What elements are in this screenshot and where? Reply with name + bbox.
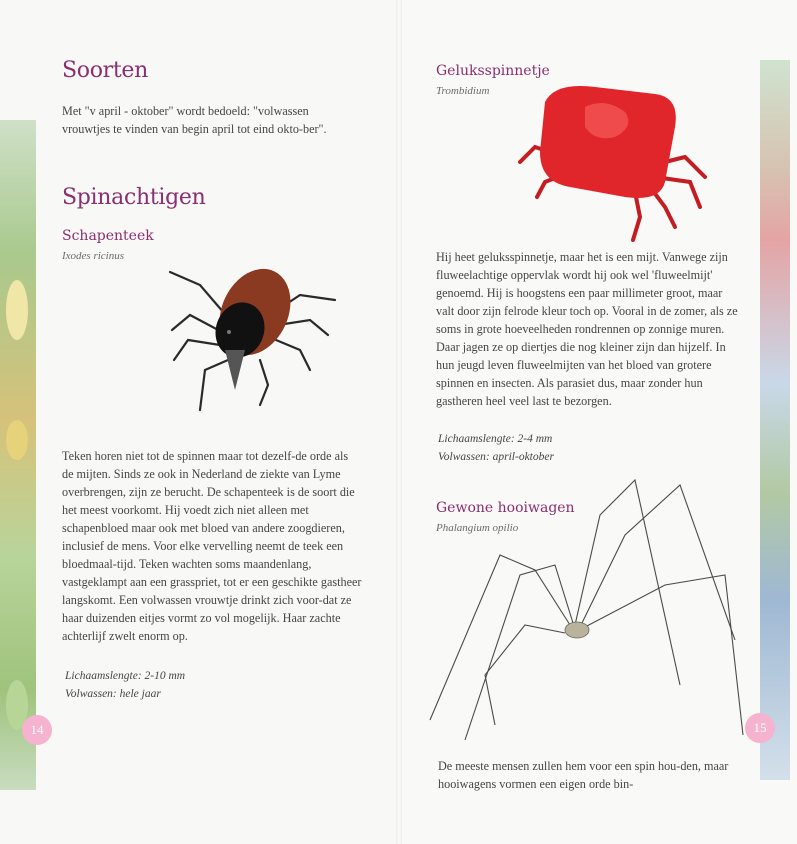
hooiwagen-title: Gewone hooiwagen: [436, 500, 575, 516]
schapenteek-latin: Ixodes ricinus: [62, 250, 125, 262]
schapenteek-adult: Volwassen: hele jaar: [65, 688, 161, 700]
left-edge-illustration: [0, 120, 36, 790]
schapenteek-description: Teken horen niet tot de spinnen maar tot dezelf-de orde als de mijten. Sinds ze ook in Nederland de ziekte van Lyme overbrengen, zijn ze berucht. De schapenteek is de soort die het meest voorkomt. Hij voedt zich niet alleen met schapenbloed maar ook met bloed van andere zoogdieren, inclusief de mens. Voor elke vervelling neemt de teek een bloedmaal-tijd. Teken wachten soms maandenlang, vastgeklampt aan een grasspriet, tot er een geschikte gastheer langskomt. Een volwassen vrouwtje drinkt zich voor-dat ze haar duizenden eitjes vormt zo vol mogelijk. Haar zachte achterlijf zwelt enorm op.: [62, 449, 362, 643]
hooiwagen-description: De meeste mensen zullen hem voor een spin hou-den, maar hooiwagens vormen een eigen orde bin-: [438, 759, 729, 791]
heading-soorten: Soorten: [62, 58, 149, 83]
page-number-left: 14: [22, 715, 52, 745]
book-gutter: [396, 0, 402, 844]
geluksspinnetje-title: Geluksspinnetje: [436, 63, 550, 79]
soorten-text: Met "v april - oktober" wordt bedoeld: "volwassen vrouwtjes te vinden van begin april tot eind okto-ber".: [62, 104, 327, 136]
geluksspinnetje-body-length: Lichaamslengte: 2-4 mm: [438, 433, 553, 445]
geluksspinnetje-description: Hij heet geluksspinnetje, maar het is een mijt. Vanwege zijn fluweelachtige oppervlak wordt hij ook wel 'fluweelmijt' genoemd. Hij is hoogstens een paar millimeter groot, maar valt door zijn felrode kleur toch op. Vooral in de zomer, als ze soms in grote hoeveelheden rondrennen op zonnige muren. Daar jagen ze op diertjes die nog kleiner zijn dan hijzelf. In hun jeugd leven fluweelmijten van het bloed van grotere spinnen en insecten. Als parasiet dus, maar zonder hun gastheren heel veel last te bezorgen.: [436, 250, 738, 408]
schapenteek-body-length: Lichaamslengte: 2-10 mm: [65, 670, 186, 682]
tick-illustration: [160, 260, 340, 420]
right-edge-illustration: [760, 60, 790, 780]
geluksspinnetje-adult: Volwassen: april-oktober: [438, 451, 554, 463]
schapenteek-title: Schapenteek: [62, 228, 154, 244]
hooiwagen-latin: Phalangium opilio: [436, 522, 519, 534]
geluksspinnetje-latin: Trombidium: [436, 85, 490, 97]
heading-spinachtigen: Spinachtigen: [62, 185, 206, 210]
velvet-mite-illustration: [515, 82, 715, 242]
harvestman-illustration: [425, 475, 745, 745]
page-number-right: 15: [745, 713, 775, 743]
